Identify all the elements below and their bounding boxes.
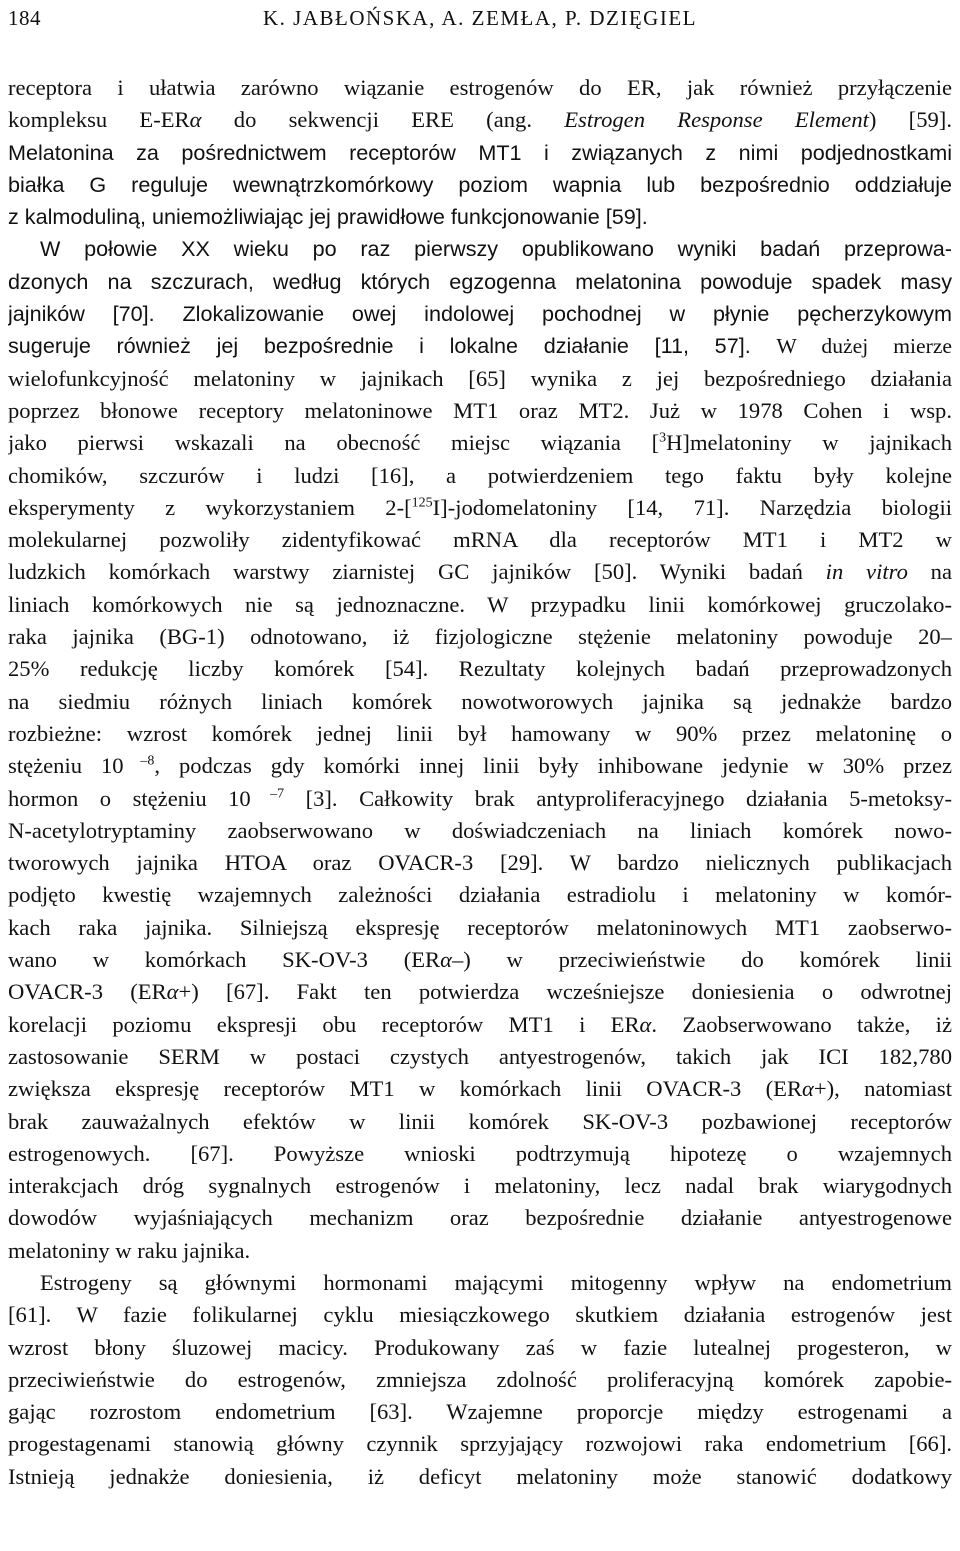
text-segment: z kalmoduliną, uniemożliwiając jej prawidłowe funkcjonowanie [59].: [8, 204, 648, 230]
text-line: [8, 912, 952, 944]
italic-text: α: [166, 979, 179, 1005]
text-segment: wano w komórkach SK-OV-3 (ER: [8, 947, 441, 973]
running-head: K. JABŁOŃSKA, A. ZEMŁA, P. DZIĘGIEL: [263, 6, 697, 30]
text-line: [8, 395, 952, 427]
text-segment: stężeniu 10: [8, 753, 124, 779]
text-line: [8, 783, 952, 815]
text-line: [8, 330, 952, 362]
text-segment: 25% redukcję liczby komórek [54]. Rezultaty kolejnych badań przeprowadzonych: [8, 656, 952, 682]
text-line: [8, 233, 952, 265]
text-line: [8, 72, 952, 104]
text-line: [8, 589, 952, 621]
superscript: –7: [250, 786, 285, 801]
text-line: [8, 298, 952, 330]
text-segment: sugeruje również jej bezpośrednie i lokalne działanie [11, 57].: [8, 333, 777, 359]
text-segment: N-acetylotryptaminy zaobserwowano w doświadczeniach na liniach komórek nowo-: [8, 817, 952, 843]
text-segment: interakcjach dróg sygnalnych estrogenów i melatoniny, lecz nadal brak wiarygodnych: [8, 1173, 952, 1199]
page-header: [8, 6, 952, 36]
text-segment: molekularnej pozwoliły zidentyfikować mRNA dla receptorów MT1 i MT2 w: [8, 527, 952, 553]
text-segment: kompleksu E-ER: [8, 107, 190, 133]
italic-text: α: [639, 1011, 652, 1037]
text-segment: chomików, szczurów i ludzi [16], a potwierdzeniem tego faktu były kolejne: [8, 462, 952, 488]
superscript: 3: [659, 430, 667, 446]
text-segment: liniach komórkowych nie są jednoznaczne. W przypadku linii komórkowej gruczolako-: [8, 591, 952, 617]
text-segment: dzonych na szczurach, według których egzogenna melatonina powoduje spadek masy: [8, 268, 952, 294]
text-segment: wielofunkcyjność melatoniny w jajnikach [65] wynika z jej bezpośredniego działania: [8, 365, 952, 391]
italic-text: in vitro: [825, 559, 908, 585]
text-segment: receptora i ułatwia zarówno wiązanie estrogenów do ER, jak również przyłączenie: [8, 75, 952, 100]
text-line: [8, 492, 952, 524]
text-segment: wzrost błony śluzowej macicy. Produkowany zaś w fazie lutealnej progesteron, w: [8, 1334, 952, 1360]
text-line: [8, 1461, 952, 1493]
text-segment: poprzez błonowe receptory melatoninowe MT1 oraz MT2. Już w 1978 Cohen i wsp.: [8, 397, 952, 423]
text-segment: +), natomiast: [813, 1076, 952, 1102]
text-segment: progestagenami stanowią główny czynnik sprzyjający rozwojowi raka endometrium [66].: [8, 1431, 952, 1457]
superscript: –8: [123, 753, 155, 769]
italic-text: α: [189, 107, 202, 133]
text-segment: przeciwieństwie do estrogenów, zmniejsza zdolność proliferacyjną komórek zapobie-: [8, 1366, 952, 1392]
text-segment: do sekwencji ERE (ang.: [201, 107, 565, 133]
text-segment: jako pierwsi wskazali na obecność miejsc wiązania [: [8, 430, 660, 456]
text-line: [8, 1299, 952, 1331]
text-segment: raka jajnika (BG-1) odnotowano, iż fizjologiczne stężenie melatoniny powoduje 20–: [8, 624, 952, 650]
text-line: [8, 1041, 952, 1073]
text-segment: Melatonina za pośrednictwem receptorów MT1 i związanych z nimi podjednostkami: [8, 139, 952, 165]
text-segment: rozbieżne: wzrost komórek jednej linii był hamowany w 90% przez melatoninę o: [8, 720, 952, 746]
text-segment: dowodów wyjaśniających mechanizm oraz bezpośrednie działanie antyestrogenowe: [8, 1205, 952, 1231]
text-line: [8, 621, 952, 653]
text-line: [8, 201, 952, 233]
text-segment: ) [59].: [868, 107, 952, 133]
text-line: [8, 976, 952, 1008]
text-segment: , podczas gdy komórki innej linii były inhibowane jedynie w 30% przez: [154, 753, 952, 779]
italic-text: α: [440, 947, 452, 973]
text-segment: Estrogeny są głównymi hormonami mającymi mitogenny wpływ na endometrium: [40, 1269, 952, 1295]
text-segment: hormon o stężeniu 10: [8, 785, 251, 811]
text-segment: zastosowanie SERM w postaci czystych antyestrogenów, takich jak ICI 182,780: [8, 1043, 952, 1069]
text-segment: Istnieją jednakże doniesienia, iż deficyt melatoniny może stanowić dodatkowy: [8, 1463, 952, 1489]
text-line: [8, 847, 952, 879]
text-segment: jajników [70]. Zlokalizowanie owej indolowej pochodnej w płynie pęcherzykowym: [8, 301, 952, 327]
text-segment: H]melatoniny w jajnikach: [666, 430, 952, 456]
text-line: [8, 1364, 952, 1396]
text-line: [8, 363, 952, 395]
text-line: [8, 427, 952, 459]
text-segment: W połowie XX wieku po raz pierwszy opublikowano wyniki badań przeprowa-: [40, 236, 952, 262]
text-line: [8, 1106, 952, 1138]
text-line: [8, 1235, 952, 1267]
text-segment: OVACR-3 (ER: [8, 979, 167, 1005]
text-line: [8, 1267, 952, 1299]
text-segment: brak zauważalnych efektów w linii komórek SK-OV-3 pozbawionej receptorów: [8, 1108, 952, 1134]
text-line: [8, 718, 952, 750]
text-line: [8, 1073, 952, 1105]
text-segment: –) w przeciwieństwie do komórek linii: [451, 947, 952, 973]
text-line: [8, 556, 952, 588]
text-segment: korelacji poziomu ekspresji obu receptorów MT1 i ER: [8, 1011, 640, 1037]
text-segment: [3]. Całkowity brak antyproliferacyjnego działania 5-metoksy-: [284, 785, 952, 811]
text-line: [8, 1009, 952, 1041]
text-line: [8, 1396, 952, 1428]
text-segment: podjęto kwestię wzajemnych zależności działania estradiolu i melatoniny w komór-: [8, 882, 952, 908]
text-segment: kach raka jajnika. Silniejszą ekspresję receptorów melatoninowych MT1 zaobserwo-: [8, 914, 952, 940]
text-line: [8, 266, 952, 298]
text-line: [8, 1170, 952, 1202]
text-line: [8, 169, 952, 201]
text-line: [8, 104, 952, 136]
text-segment: estrogenowych. [67]. Powyższe wnioski podtrzymują hipotezę o wzajemnych: [8, 1140, 952, 1166]
text-line: [8, 1332, 952, 1364]
text-line: [8, 815, 952, 847]
text-line: [8, 750, 952, 782]
text-segment: I]-jodomelatoniny [14, 71]. Narzędzia biologii: [432, 494, 952, 520]
text-line: [8, 879, 952, 911]
text-line: [8, 1202, 952, 1234]
text-segment: na siedmiu różnych liniach komórek nowotworowych jajnika są jednakże bardzo: [8, 688, 952, 714]
text-line: [8, 686, 952, 718]
text-segment: gając rozrostom endometrium [63]. Wzajemne proporcje między estrogenami a: [8, 1399, 952, 1425]
text-line: [8, 1428, 952, 1460]
text-line: [8, 137, 952, 169]
text-segment: zwiększa ekspresję receptorów MT1 w komórkach linii OVACR-3 (ER: [8, 1076, 803, 1102]
text-segment: eksperymenty z wykorzystaniem 2-[: [8, 494, 412, 520]
text-segment: na: [907, 559, 952, 585]
text-segment: +) [67]. Fakt ten potwierdza wcześniejsze doniesienia o odwrotnej: [178, 979, 952, 1005]
page-number: 184: [8, 6, 41, 30]
text-line: [8, 653, 952, 685]
text-segment: [61]. W fazie folikularnej cyklu miesiączkowego skutkiem działania estrogenów jest: [8, 1302, 952, 1328]
text-segment: . Zaobserwowano także, iż: [651, 1011, 952, 1037]
text-segment: ludzkich komórkach warstwy ziarnistej GC jajników [50]. Wyniki badań: [8, 559, 826, 585]
italic-text: Estrogen Response Element: [564, 107, 869, 133]
text-line: [8, 1138, 952, 1170]
superscript: 125: [411, 495, 433, 511]
text-line: [8, 460, 952, 492]
text-line: [8, 524, 952, 556]
italic-text: α: [802, 1076, 814, 1102]
text-segment: tworowych jajnika HTOA oraz OVACR-3 [29]. W bardzo nielicznych publikacjach: [8, 850, 952, 876]
text-segment: melatoniny w raku jajnika.: [8, 1237, 251, 1263]
text-line: [8, 944, 952, 976]
body-text: [8, 72, 952, 1493]
text-segment: białka G reguluje wewnątrzkomórkowy poziom wapnia lub bezpośrednio oddziałuje: [8, 171, 952, 197]
text-segment: W dużej mierze: [776, 334, 952, 359]
